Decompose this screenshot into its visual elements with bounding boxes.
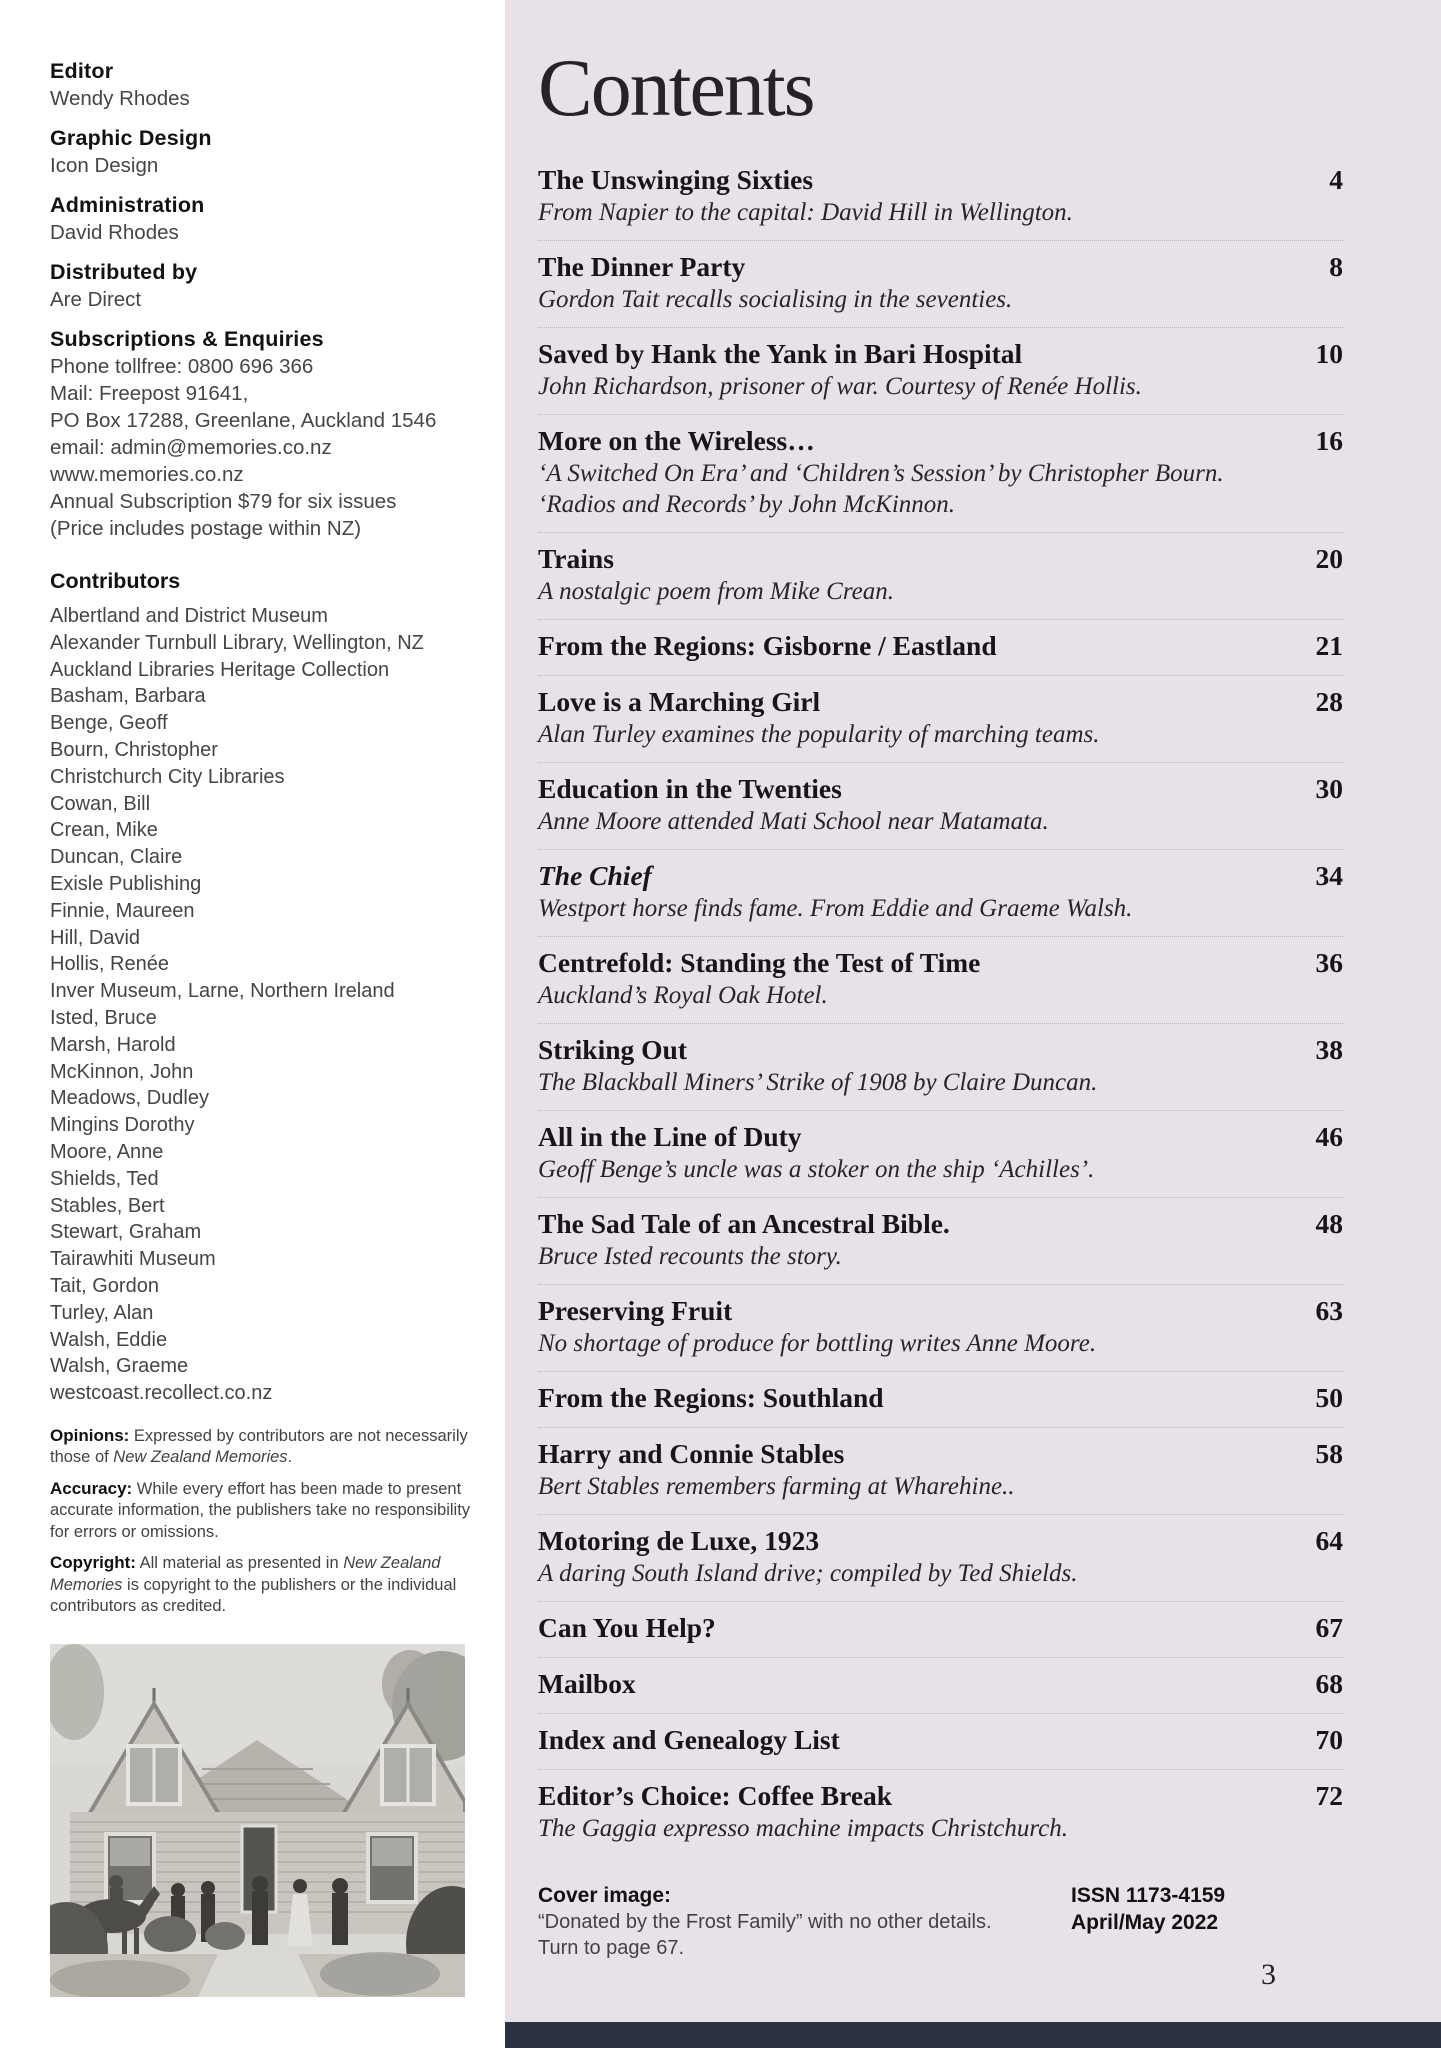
contributor-item: Basham, Barbara (50, 685, 206, 708)
page-title: Contents (538, 42, 814, 133)
toc-entry (538, 1372, 1343, 1428)
toc-entry-subtitle: A daring South Island drive; compiled by Ted Shields. (538, 1560, 1078, 1587)
toc-entry-title: The Dinner Party (538, 251, 746, 282)
toc-entry-title: Can You Help? (538, 1612, 716, 1643)
toc-entry-title: Harry and Connie Stables (538, 1438, 845, 1469)
toc-entry (538, 328, 1343, 415)
toc-entry (538, 1285, 1343, 1372)
toc-entry-title: Love is a Marching Girl (538, 686, 821, 717)
toc-entry-title: Education in the Twenties (538, 773, 842, 804)
toc-entry-page: 21 (1315, 630, 1343, 661)
toc-entry-title: Preserving Fruit (538, 1295, 733, 1326)
contributor-item: Stewart, Graham (50, 1221, 202, 1244)
masthead-section-label: Subscriptions & Enquiries (50, 327, 324, 351)
toc-entry-text (538, 1524, 1279, 1589)
contributor-item: westcoast.recollect.co.nz (50, 1382, 273, 1405)
toc-entry-text (538, 1381, 1279, 1415)
cover-note-lines (538, 1909, 1071, 1961)
contributor-item: Walsh, Graeme (50, 1355, 189, 1378)
toc-entry-text (538, 685, 1279, 750)
cover-note-line: “Donated by the Frost Family” with no other details. (538, 1911, 992, 1933)
contributor-item: Auckland Libraries Heritage Collection (50, 658, 390, 681)
toc-entry-title: Trains (538, 543, 614, 574)
toc-entry-page: 70 (1315, 1724, 1343, 1755)
masthead-line: (Price includes postage within NZ) (50, 517, 362, 540)
contributor-item: Marsh, Harold (50, 1033, 176, 1056)
masthead-section-label: Graphic Design (50, 126, 212, 150)
contributor-item: Inver Museum, Larne, Northern Ireland (50, 980, 395, 1003)
toc-entry-text (538, 859, 1279, 924)
masthead-section (50, 58, 505, 112)
cover-note (538, 1882, 1071, 1961)
toc-entry-subtitle: ‘Radios and Records’ by John McKinnon. (538, 491, 956, 518)
toc-entry-text (538, 424, 1279, 520)
toc-entry-page: 34 (1315, 860, 1343, 891)
contributor-item: Moore, Anne (50, 1140, 164, 1163)
toc-entry-subtitle: John Richardson, prisoner of war. Courtesy of Renée Hollis. (538, 373, 1142, 400)
contributor-item: Hill, David (50, 926, 141, 949)
toc-entry-subtitle: No shortage of produce for bottling writes Anne Moore. (538, 1330, 1097, 1357)
contributor-item: Shields, Ted (50, 1167, 159, 1190)
toc-entry-subtitle: From Napier to the capital: David Hill in Wellington. (538, 199, 1073, 226)
cover-note-label: Cover image: (538, 1884, 672, 1907)
issn-number: ISSN 1173-4159 (1071, 1884, 1226, 1907)
contributors-list (50, 603, 505, 1407)
toc-entry-title: Index and Genealogy List (538, 1724, 840, 1755)
toc-entry-page: 30 (1315, 773, 1343, 804)
contributor-item: McKinnon, John (50, 1060, 194, 1083)
contributor-item: Tairawhiti Museum (50, 1248, 216, 1271)
contributor-item: Christchurch City Libraries (50, 765, 285, 788)
toc-entry-title: All in the Line of Duty (538, 1121, 802, 1152)
masthead-section (50, 259, 505, 313)
toc-entry-title: Centrefold: Standing the Test of Time (538, 947, 981, 978)
masthead-section (50, 326, 505, 542)
contributors-heading: Contributors (50, 569, 181, 593)
toc-entry-subtitle: ‘A Switched On Era’ and ‘Children’s Session’ by Christopher Bourn. (538, 460, 1224, 487)
toc-entry-text (538, 946, 1279, 1011)
toc-entry (538, 1111, 1343, 1198)
contributor-item: Hollis, Renée (50, 953, 169, 976)
notice-paragraph: Accuracy: While every effort has been made to present accurate information, the publishers take no responsibility for errors or omissions. (50, 1478, 471, 1541)
contributor-item: Meadows, Dudley (50, 1087, 209, 1110)
toc-entry-title: Saved by Hank the Yank in Bari Hospital (538, 338, 1023, 369)
toc-entry-page: 48 (1315, 1208, 1343, 1239)
notices (50, 1425, 486, 1618)
toc-entry-text (538, 1033, 1279, 1098)
toc-entry-page: 58 (1315, 1438, 1343, 1469)
masthead-line: Mail: Freepost 91641, (50, 382, 249, 405)
notice-paragraph: Copyright: All material as presented in New Zealand Memories is copyright to the publishers or the individual contributors as credited. (50, 1553, 457, 1616)
masthead-line: David Rhodes (50, 221, 179, 244)
issue-info (1071, 1882, 1287, 1961)
toc-entry-page: 28 (1315, 686, 1343, 717)
toc-list (538, 154, 1343, 1856)
toc-entry-text (538, 250, 1279, 315)
toc-entry-page: 38 (1315, 1034, 1343, 1065)
toc-entry (538, 154, 1343, 241)
toc-entry-text (538, 1611, 1279, 1645)
toc-entry (538, 763, 1343, 850)
toc-entry-text (538, 629, 1279, 663)
toc-entry (538, 937, 1343, 1024)
toc-entry-page: 50 (1315, 1382, 1343, 1413)
toc-entry-text (538, 1120, 1279, 1185)
contributor-item: Finnie, Maureen (50, 899, 195, 922)
toc-entry-subtitle: The Blackball Miners’ Strike of 1908 by Claire Duncan. (538, 1069, 1098, 1096)
toc-entry (538, 1658, 1343, 1714)
toc-entry-text (538, 1779, 1279, 1844)
toc-entry-title: More on the Wireless… (538, 425, 815, 456)
toc-entry-subtitle: Westport horse finds fame. From Eddie and Graeme Walsh. (538, 895, 1133, 922)
contributor-item: Albertland and District Museum (50, 605, 328, 627)
toc-entry-title: The Chief (538, 860, 652, 891)
toc-entry-subtitle: Gordon Tait recalls socialising in the seventies. (538, 286, 1013, 313)
footer-bar (505, 2022, 1441, 2048)
toc-entry-title: From the Regions: Southland (538, 1382, 884, 1413)
masthead-line: Icon Design (50, 154, 159, 177)
contributor-item: Exisle Publishing (50, 872, 202, 895)
toc-entry-title: From the Regions: Gisborne / Eastland (538, 630, 997, 661)
contributor-item: Tait, Gordon (50, 1274, 159, 1297)
toc-entry-text (538, 1667, 1279, 1701)
toc-entry-text (538, 337, 1279, 402)
masthead-column (0, 0, 505, 2048)
contents-panel (505, 0, 1441, 2048)
toc-entry-text (538, 1294, 1279, 1359)
toc-entry (538, 415, 1343, 533)
cover-photo (50, 1644, 465, 1997)
contributor-item: Turley, Alan (50, 1301, 154, 1324)
toc-entry-title: Motoring de Luxe, 1923 (538, 1525, 820, 1556)
masthead-line: Phone tollfree: 0800 696 366 (50, 355, 314, 378)
toc-entry-title: Editor’s Choice: Coffee Break (538, 1780, 893, 1811)
toc-entry-title: Mailbox (538, 1668, 636, 1699)
toc-entry-page: 20 (1315, 543, 1343, 574)
toc-entry-text (538, 542, 1279, 607)
toc-entry (538, 620, 1343, 676)
toc-entry (538, 1515, 1343, 1602)
toc-entry-page: 64 (1315, 1525, 1343, 1556)
toc-entry-text (538, 1723, 1279, 1757)
toc-entry-page: 8 (1329, 251, 1343, 282)
toc-entry (538, 1714, 1343, 1770)
contributor-item: Duncan, Claire (50, 846, 183, 869)
bottom-row (538, 1882, 1343, 1961)
toc-entry-subtitle: Anne Moore attended Mati School near Matamata. (538, 808, 1049, 835)
masthead-section (50, 192, 505, 246)
toc-entry-page: 68 (1315, 1668, 1343, 1699)
toc-entry (538, 676, 1343, 763)
toc-entry-text (538, 163, 1279, 228)
toc-entry-subtitle: Bruce Isted recounts the story. (538, 1243, 842, 1270)
toc-entry (538, 850, 1343, 937)
masthead-sections (50, 58, 505, 542)
toc-entry-subtitle: A nostalgic poem from Mike Crean. (538, 578, 894, 605)
masthead-section-label: Distributed by (50, 260, 198, 284)
contributor-item: Walsh, Eddie (50, 1328, 168, 1351)
toc-entry-page: 10 (1315, 338, 1343, 369)
toc-entry-text (538, 1207, 1279, 1272)
masthead-line: www.memories.co.nz (50, 463, 244, 486)
toc-entry-page: 4 (1329, 164, 1343, 195)
toc-entry-page: 67 (1315, 1612, 1343, 1643)
masthead-line: email: admin@memories.co.nz (50, 436, 332, 459)
toc-entry-page: 36 (1315, 947, 1343, 978)
toc-entry (538, 1428, 1343, 1515)
toc-entry-page: 72 (1315, 1780, 1343, 1811)
issue-date: April/May 2022 (1071, 1911, 1219, 1934)
masthead-section (50, 125, 505, 179)
folio-page-number: 3 (1261, 1958, 1276, 1991)
contributor-item: Stables, Bert (50, 1194, 165, 1217)
toc-entry-text (538, 772, 1279, 837)
masthead-section-label: Administration (50, 193, 205, 217)
contributor-item: Cowan, Bill (50, 792, 151, 815)
toc-entry-subtitle: The Gaggia expresso machine impacts Christchurch. (538, 1815, 1069, 1842)
toc-entry-title: Striking Out (538, 1034, 687, 1065)
toc-entry-subtitle: Bert Stables remembers farming at Wharehine.. (538, 1473, 1015, 1500)
toc-entry-text (538, 1437, 1279, 1502)
toc-entry-subtitle: Auckland’s Royal Oak Hotel. (538, 982, 828, 1009)
toc-entry-title: The Unswinging Sixties (538, 164, 814, 195)
toc-entry-page: 46 (1315, 1121, 1343, 1152)
masthead-line: Annual Subscription $79 for six issues (50, 490, 397, 513)
toc-entry (538, 1770, 1343, 1856)
contributor-item: Mingins Dorothy (50, 1114, 195, 1137)
masthead-line: Wendy Rhodes (50, 87, 190, 110)
toc-entry-title: The Sad Tale of an Ancestral Bible. (538, 1208, 950, 1239)
toc-entry (538, 241, 1343, 328)
toc-entry-page: 63 (1315, 1295, 1343, 1326)
toc-entry (538, 1024, 1343, 1111)
cover-note-line: Turn to page 67. (538, 1937, 685, 1959)
toc-entry (538, 1602, 1343, 1658)
contributor-item: Bourn, Christopher (50, 738, 218, 761)
masthead-section-label: Editor (50, 59, 114, 83)
toc-entry-subtitle: Alan Turley examines the popularity of marching teams. (538, 721, 1100, 748)
notice-paragraph: Opinions: Expressed by contributors are not necessarily those of New Zealand Memories. (50, 1425, 468, 1467)
contributor-item: Isted, Bruce (50, 1006, 157, 1029)
toc-entry-page: 16 (1315, 425, 1343, 456)
toc-entry (538, 1198, 1343, 1285)
masthead-line: Are Direct (50, 288, 142, 311)
toc-entry (538, 533, 1343, 620)
toc-entry-subtitle: Geoff Benge’s uncle was a stoker on the ship ‘Achilles’. (538, 1156, 1095, 1183)
masthead-line: PO Box 17288, Greenlane, Auckland 1546 (50, 409, 437, 432)
contributor-item: Alexander Turnbull Library, Wellington, NZ (50, 631, 424, 654)
contributor-item: Benge, Geoff (50, 712, 168, 735)
contributor-item: Crean, Mike (50, 819, 158, 842)
